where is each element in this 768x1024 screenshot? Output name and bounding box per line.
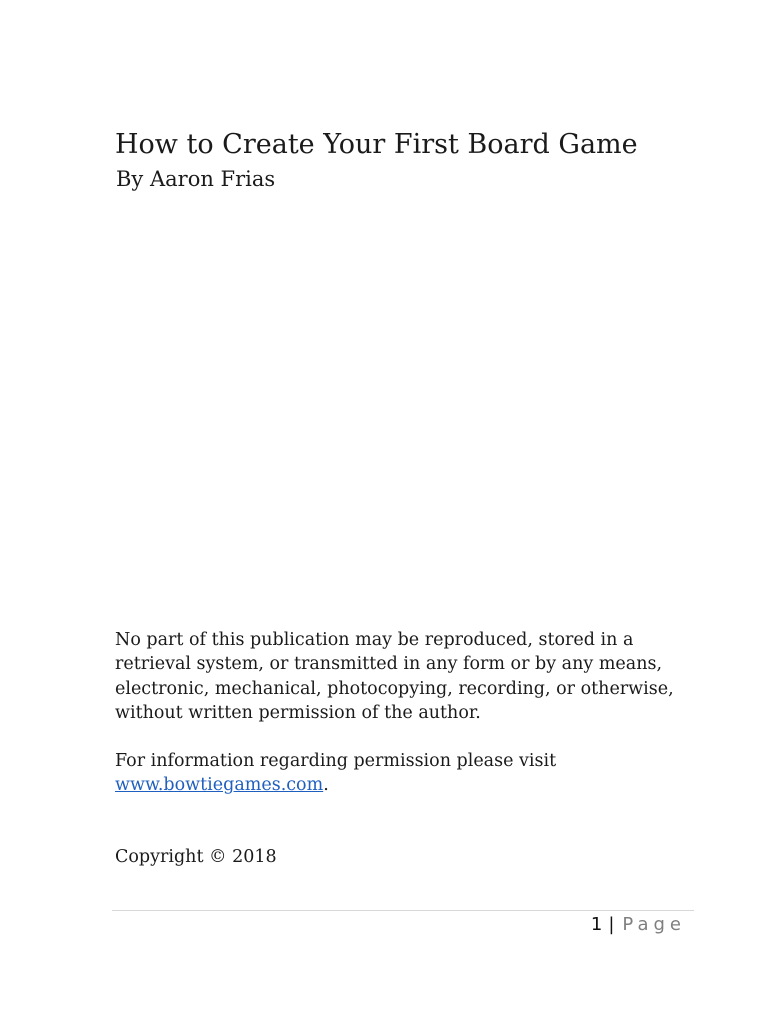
footer-divider [112,910,694,911]
permission-text: For information regarding permission please visit [115,751,557,772]
page-number: 1 [590,914,603,935]
page-footer [591,912,686,938]
link-suffix: . [323,775,329,796]
footer-separator: | [608,914,615,935]
copyright-notice [115,628,695,798]
document-title: How to Create Your First Board Game [115,129,638,160]
rights-statement: No part of this publication may be reproduced, stored in a retrieval system, or transmitted in any form or by any means, electronic, mechanical, photocopying, recording, or otherwise, without written permission of the author. [115,630,674,723]
page-label: Page [622,914,686,935]
permission-paragraph [115,749,695,798]
copyright-line: Copyright © 2018 [115,847,277,867]
author-byline: By Aaron Frias [116,167,276,191]
website-link[interactable]: www.bowtiegames.com [115,775,324,796]
